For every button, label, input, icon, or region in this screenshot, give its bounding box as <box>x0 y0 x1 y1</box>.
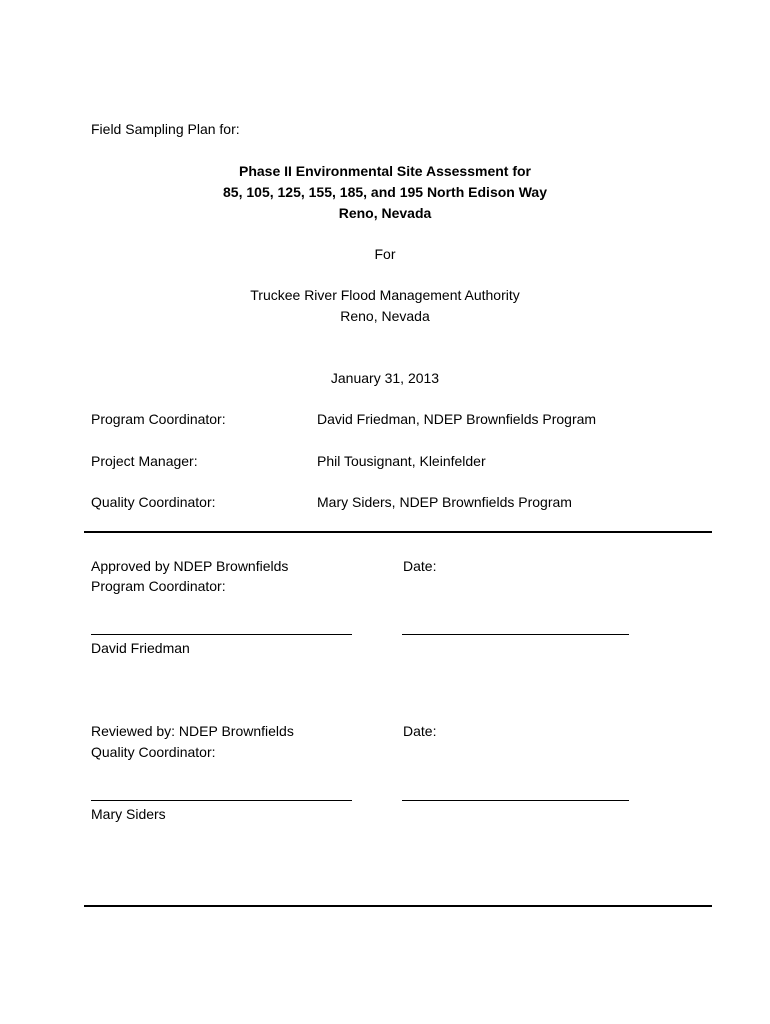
intro-text: Field Sampling Plan for: <box>91 121 240 137</box>
review-date-line <box>402 800 629 801</box>
role-value-project-manager: Phil Tousignant, Kleinfelder <box>317 453 486 469</box>
divider-top <box>84 531 712 533</box>
role-label-project-manager: Project Manager: <box>91 453 198 469</box>
for-label: For <box>374 246 396 262</box>
approval-date-line <box>402 634 629 635</box>
role-label-quality-coordinator: Quality Coordinator: <box>91 494 216 510</box>
title-line-1: Phase II Environmental Site Assessment for <box>238 163 532 179</box>
role-label-program-coordinator: Program Coordinator: <box>91 411 226 427</box>
divider-bottom <box>84 905 712 907</box>
approval-signer-name: David Friedman <box>91 640 190 656</box>
approval-date-label: Date: <box>403 558 437 574</box>
review-line-2: Quality Coordinator: <box>91 744 216 760</box>
role-value-program-coordinator: David Friedman, NDEP Brownfields Program <box>317 411 597 427</box>
role-value-quality-coordinator: Mary Siders, NDEP Brownfields Program <box>317 494 572 510</box>
approval-line-1: Approved by NDEP Brownfields <box>91 558 289 574</box>
title-line-2: 85, 105, 125, 155, 185, and 195 North Edison Way <box>223 184 547 200</box>
review-signature-line <box>91 800 352 801</box>
document-date: January 31, 2013 <box>330 370 440 386</box>
title-line-3: Reno, Nevada <box>338 205 432 221</box>
review-date-label: Date: <box>403 723 437 739</box>
review-line-1: Reviewed by: NDEP Brownfields <box>91 723 294 739</box>
approval-line-2: Program Coordinator: <box>91 578 226 594</box>
client-name: Truckee River Flood Management Authority <box>250 287 520 303</box>
review-signer-name: Mary Siders <box>91 806 166 822</box>
approval-signature-line <box>91 634 352 635</box>
client-location: Reno, Nevada <box>340 308 430 324</box>
